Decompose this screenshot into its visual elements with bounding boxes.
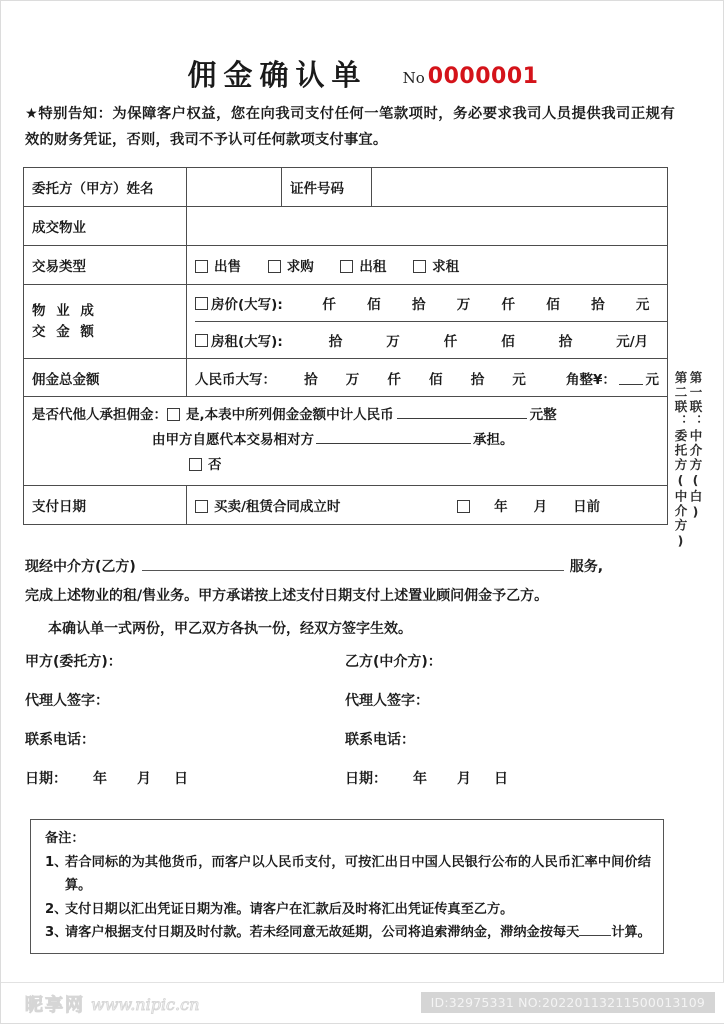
remarks-item-text: 若合同标的为其他货币，而客户以人民币支付，可按汇出日中国人民银行公布的人民币汇率中间价结算。	[65, 854, 651, 893]
commission-jiao-label: 角整¥：	[566, 371, 616, 388]
party-a-phone-label: 联系电话：	[25, 732, 95, 748]
bear-commission-label: 是否代他人承担佣金：	[32, 407, 167, 423]
watermark-id-badge: ID:32975331 NO:20220113211500013109	[421, 992, 715, 1013]
remarks-box	[30, 819, 664, 954]
payment-date-label: 支付日期	[24, 486, 187, 525]
remarks-item-3	[45, 921, 651, 945]
commission-units	[282, 368, 542, 388]
unit-char: 拾	[304, 371, 318, 388]
rent-cell	[195, 322, 667, 359]
bear-commission-cell	[24, 397, 668, 486]
bear-counterparty-input[interactable]	[316, 430, 471, 444]
unit-char: 仟	[387, 371, 401, 388]
date-day: 日	[174, 771, 188, 787]
unit-char: 元	[512, 371, 526, 388]
date-month: 月	[457, 771, 471, 787]
unit-char: 拾	[591, 297, 605, 313]
nipic-url: www.nipic.cn	[91, 994, 200, 1014]
transaction-option-label: 求购	[286, 259, 314, 275]
house-price-label: 房价(大写):	[211, 297, 283, 313]
payment-option-label: 买卖/租赁合同成立时	[214, 499, 341, 515]
date-label: 日期：	[25, 771, 67, 787]
deal-amount-label-line1: 物 业 成	[32, 302, 97, 319]
unit-char: 元	[635, 297, 650, 313]
table-row-commission-total	[24, 359, 668, 397]
agency-service-line	[25, 553, 603, 581]
unit-char: 万	[386, 334, 400, 350]
checkbox-icon[interactable]	[340, 260, 353, 273]
unit-char: 万	[456, 297, 471, 313]
unit-char: 仟	[501, 297, 516, 313]
rent-units	[289, 330, 648, 350]
party-b-date	[345, 768, 665, 788]
remarks-item-number: 1、	[45, 854, 68, 870]
unit-char: 仟	[443, 334, 458, 350]
watermark-brand	[25, 991, 199, 1017]
checkbox-icon[interactable]	[268, 260, 281, 273]
serial-number-label: No	[402, 69, 425, 87]
bear-second-suffix: 承担。	[473, 432, 514, 448]
table-row-bear-commission	[24, 397, 668, 486]
agency-suffix: 服务,	[569, 559, 604, 575]
checkbox-icon[interactable]	[167, 408, 180, 421]
rent-label: 房租(大写):	[211, 334, 283, 350]
house-price-cell	[195, 285, 667, 322]
commission-rmb-label: 人民币大写：	[195, 371, 276, 388]
signature-block	[25, 651, 665, 807]
late-fee-rate-input[interactable]	[579, 921, 611, 936]
unit-char: 拾	[411, 297, 426, 313]
transaction-option-rent-out[interactable]	[340, 255, 386, 275]
nipic-logo: 昵享网	[25, 995, 85, 1016]
signature-row-party	[25, 651, 665, 690]
unit-char: 元/月	[616, 334, 649, 350]
transaction-option-label: 出租	[359, 259, 387, 275]
bear-commission-block	[32, 397, 659, 485]
id-number-label: 证件号码	[282, 168, 372, 207]
party-b-agent-sign-label: 代理人签字：	[345, 693, 429, 709]
unit-char: 拾	[558, 334, 573, 350]
bear-line-second	[32, 428, 659, 453]
transaction-option-label: 求租	[432, 259, 460, 275]
transaction-option-label: 出售	[214, 259, 241, 275]
bear-amount-input[interactable]	[397, 405, 527, 419]
signature-row-date	[25, 768, 665, 807]
party-a-agent-sign-label: 代理人签字：	[25, 693, 109, 709]
checkbox-icon[interactable]	[413, 260, 426, 273]
transaction-option-rent-seek[interactable]	[413, 255, 459, 275]
transaction-type-label: 交易类型	[24, 246, 187, 285]
copy-note-first: 第一联：中介方(白)	[688, 371, 703, 521]
commission-total-cell	[187, 359, 668, 397]
commission-yuan-suffix: 元	[645, 371, 659, 388]
duplicate-statement: 本确认单一式两份，甲乙双方各执一份，经双方签字生效。	[48, 621, 412, 637]
bear-yes-text: 是,本表中所列佣金金额中计人民币	[186, 407, 394, 423]
deal-amount-label-line2: 交 金 额	[32, 323, 97, 340]
remarks-item-number: 2、	[45, 901, 68, 917]
house-price-row	[195, 285, 667, 322]
table-row-deal-amount	[24, 285, 668, 359]
bear-no-text: 否	[208, 457, 222, 473]
payment-date-month: 月	[533, 499, 548, 515]
remarks-item-text-after: 计算。	[611, 925, 651, 940]
remarks-item-number: 3、	[45, 925, 68, 940]
bear-line-no	[32, 453, 659, 478]
deal-amount-cells	[187, 285, 668, 359]
table-row-property	[24, 207, 668, 246]
client-name-label: 委托方（甲方）姓名	[24, 168, 187, 207]
unit-char: 拾	[328, 334, 343, 350]
party-b-phone-label: 联系电话：	[345, 732, 415, 748]
unit-char: 仟	[322, 297, 336, 313]
bear-line-yes	[32, 403, 659, 428]
remarks-item-text-wrapper	[65, 921, 651, 945]
bear-second-line-text: 由甲方自愿代本交易相对方	[152, 432, 314, 448]
commission-amount-input[interactable]	[619, 371, 643, 385]
table-row-transaction-type	[24, 246, 668, 285]
bear-yes-suffix: 元整	[529, 407, 557, 423]
unit-char: 佰	[429, 371, 443, 388]
checkbox-icon[interactable]	[189, 458, 202, 471]
main-form-table	[23, 167, 668, 525]
party-a-label: 甲方(委托方)：	[25, 654, 122, 670]
remarks-title: 备注：	[45, 831, 85, 846]
transaction-option-sell[interactable]	[195, 255, 241, 275]
agency-name-input[interactable]	[142, 553, 564, 571]
serial-number-value: 0000001	[427, 64, 539, 89]
payment-date-year: 年	[494, 499, 508, 515]
checkbox-icon[interactable]	[195, 260, 208, 273]
property-label: 成交物业	[24, 207, 187, 246]
date-day: 日	[494, 771, 508, 787]
agency-prefix: 现经中介方(乙方)	[25, 559, 136, 575]
payment-option-date[interactable]	[457, 495, 600, 515]
date-year: 年	[413, 771, 427, 787]
copy-note-second: 第二联：委托方(中介方)	[673, 371, 688, 550]
remarks-item-2	[45, 898, 651, 922]
deal-amount-label	[24, 285, 187, 359]
date-month: 月	[137, 771, 151, 787]
party-a-date	[25, 768, 345, 788]
remarks-item-1	[45, 851, 651, 898]
id-number-input[interactable]	[372, 168, 668, 207]
unit-char: 万	[345, 371, 360, 388]
serial-number	[403, 64, 539, 89]
table-row-client	[24, 168, 668, 207]
signature-row-phone	[25, 729, 665, 768]
special-notice: ★特别告知：为保障客户权益，您在向我司支付任何一笔款项时，务必要求我司人员提供我司正规有效的财务凭证，否则，我司不予认可任何款项支付事宜。	[25, 106, 675, 148]
date-year: 年	[93, 771, 107, 787]
party-b-label: 乙方(中介方)：	[345, 654, 442, 670]
unit-char: 佰	[546, 297, 560, 313]
payment-date-day: 日前	[573, 499, 601, 515]
checkbox-icon[interactable]	[457, 500, 470, 513]
client-name-input[interactable]	[187, 168, 282, 207]
payment-date-options	[187, 486, 668, 525]
checkbox-icon[interactable]	[195, 297, 208, 310]
commission-total-label: 佣金总金额	[24, 359, 187, 397]
completion-statement: 完成上述物业的租/售业务。甲方承诺按上述支付日期支付上述置业顾问佣金予乙方。	[25, 588, 549, 604]
remarks-item-text-before: 请客户根据支付日期及时付款。若未经同意无故延期，公司将追索滞纳金，滞纳金按每天	[65, 925, 580, 940]
transaction-option-buy[interactable]	[268, 255, 314, 275]
house-price-units	[289, 293, 667, 313]
copy-distribution-note	[673, 371, 703, 550]
page-title: 佣金确认单	[187, 58, 368, 92]
signature-row-agent	[25, 690, 665, 729]
property-input[interactable]	[187, 207, 668, 246]
title-row	[1, 53, 724, 94]
unit-char: 拾	[470, 371, 485, 388]
unit-char: 佰	[501, 334, 515, 350]
remarks-item-text: 支付日期以汇出凭证日期为准。请客户在汇款后及时将汇出凭证传真至乙方。	[65, 901, 514, 917]
checkbox-icon[interactable]	[195, 500, 208, 513]
rent-row	[195, 322, 667, 359]
checkbox-icon[interactable]	[195, 334, 208, 347]
footer-watermark-bar	[1, 982, 724, 1023]
deal-amount-inner-table	[195, 285, 667, 358]
unit-char: 佰	[367, 297, 381, 313]
transaction-type-options	[187, 246, 668, 285]
table-row-payment-date	[24, 486, 668, 525]
payment-option-contract[interactable]	[195, 495, 340, 515]
date-label: 日期：	[345, 771, 387, 787]
